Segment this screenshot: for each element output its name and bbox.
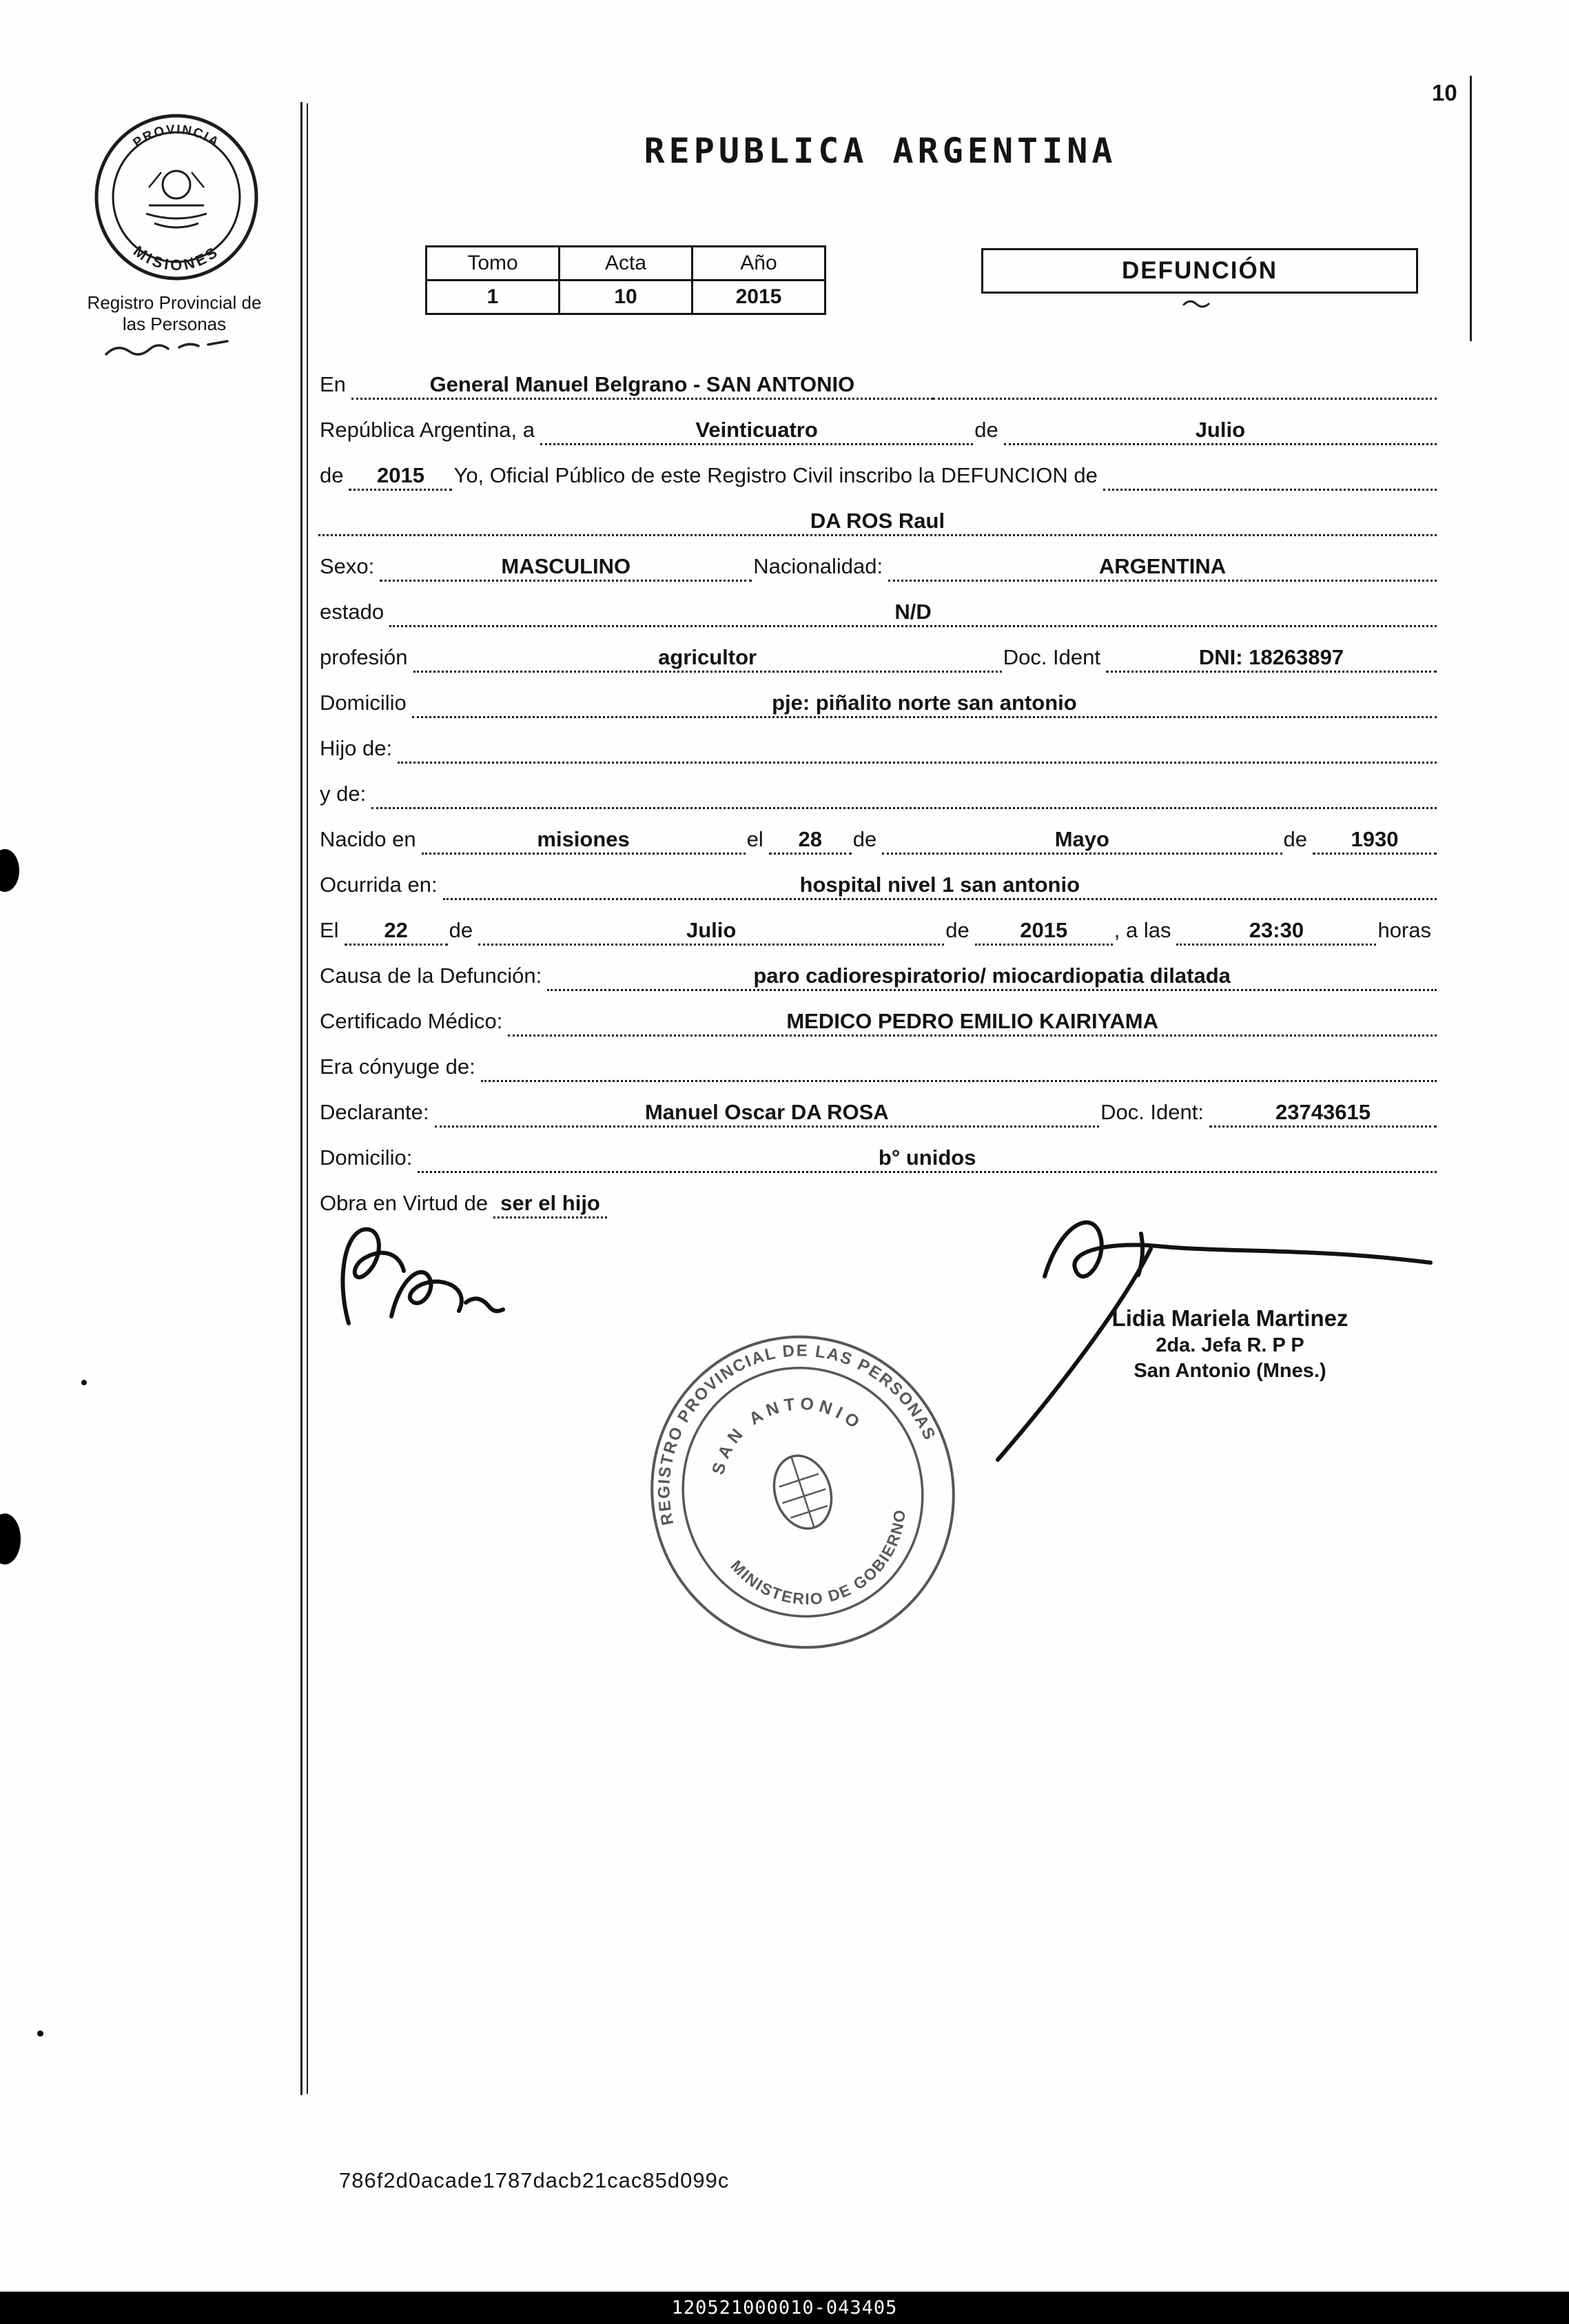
field-en xyxy=(318,374,1437,400)
record-table-value-ano: 2015 xyxy=(693,281,825,314)
field-value-year: 1930 xyxy=(1313,827,1437,855)
field-value-day: 28 xyxy=(769,827,852,855)
dotted-leader xyxy=(398,762,1437,764)
seal-arc-top-text: PROVINCIA xyxy=(130,122,223,151)
svg-text:MISIONES xyxy=(130,242,223,274)
scan-artifact xyxy=(0,1513,21,1564)
record-table-header-ano: Año xyxy=(693,247,825,281)
field-ocurrida xyxy=(318,875,1437,900)
field-sexo-nacionalidad xyxy=(318,556,1437,582)
field-label-de: de xyxy=(945,918,970,943)
field-value-year: 2015 xyxy=(349,463,452,491)
field-causa xyxy=(318,966,1437,991)
field-republica-fecha xyxy=(318,420,1437,445)
act-type-box: DEFUNCIÓN xyxy=(981,248,1418,294)
svg-text:PROVINCIA xyxy=(131,123,223,151)
seal-caption-line1: Registro Provincial de xyxy=(87,292,262,313)
field-fecha-defuncion xyxy=(318,920,1437,946)
field-value-dni: DNI: 18263897 xyxy=(1106,645,1437,673)
record-table-value-tomo: 1 xyxy=(427,281,560,314)
field-value-place: misiones xyxy=(422,827,746,855)
field-value-day: 22 xyxy=(345,918,448,946)
field-label: Ocurrida en: xyxy=(320,873,438,897)
seal-arc-bottom-text: MISIONES xyxy=(130,242,223,274)
field-label: Domicilio: xyxy=(320,1145,413,1170)
record-table-header-row xyxy=(427,247,825,281)
field-label: Era cónyuge de: xyxy=(320,1054,475,1079)
round-stamp xyxy=(641,1327,965,1658)
field-domicilio-declarante xyxy=(318,1145,1437,1173)
field-value-name: DA ROS Raul xyxy=(318,509,1437,536)
page-number: 10 xyxy=(1432,80,1457,105)
field-label: En xyxy=(320,372,346,397)
field-value: MEDICO PEDRO EMILIO KAIRIYAMA xyxy=(508,1009,1437,1037)
field-label: Sexo: xyxy=(320,554,375,579)
field-label2: Nacionalidad: xyxy=(753,554,883,579)
footer-code: 120521000010-043405 xyxy=(671,2297,898,2318)
field-y-de xyxy=(318,784,1437,809)
field-label: Nacido en xyxy=(320,827,416,852)
field-value: paro cadiorespiratorio/ miocardiopatia dilatada xyxy=(547,964,1437,991)
field-conyuge xyxy=(318,1054,1437,1082)
field-inscripcion xyxy=(318,465,1437,491)
field-value-month: Mayo xyxy=(882,827,1282,855)
stray-mark xyxy=(1182,298,1213,309)
svg-text:REGISTRO PROVINCIAL DE LAS PER xyxy=(641,1327,940,1529)
field-label: Hijo de: xyxy=(320,736,393,761)
field-value-month: Julio xyxy=(478,918,944,946)
field-label-de: de xyxy=(974,418,998,442)
field-profesion-docident xyxy=(318,647,1437,673)
field-label: Obra en Virtud de xyxy=(320,1191,489,1216)
record-table-header-tomo: Tomo xyxy=(427,247,560,281)
ink-squiggle xyxy=(102,335,240,365)
record-table xyxy=(425,245,826,315)
field-estado xyxy=(318,602,1437,627)
field-label-de: de xyxy=(449,918,473,943)
field-label: Certificado Médico: xyxy=(320,1009,503,1034)
official-role: 2da. Jefa R. P P xyxy=(1156,1334,1304,1357)
field-value: ser el hijo xyxy=(493,1191,607,1219)
document-title: REPUBLICA ARGENTINA xyxy=(644,131,1117,171)
declarant-signature xyxy=(324,1213,531,1337)
scan-artifact xyxy=(0,849,19,892)
field-value-nacionalidad: ARGENTINA xyxy=(888,554,1437,582)
field-value-time: 23:30 xyxy=(1176,918,1376,946)
field-label: República Argentina, a xyxy=(320,418,535,442)
scan-artifact-dot xyxy=(37,2030,43,2037)
field-label-de: de xyxy=(1283,827,1307,852)
field-declarante xyxy=(318,1102,1437,1128)
dotted-leader xyxy=(933,398,1437,400)
document-hash-code: 786f2d0acade1787dacb21cac85d099c xyxy=(339,2168,730,2192)
provincial-seal xyxy=(88,109,265,288)
field-label-el: el xyxy=(746,827,763,852)
seal-caption xyxy=(61,292,288,335)
field-label-el: El xyxy=(320,918,339,943)
field-value-year: 2015 xyxy=(975,918,1113,946)
record-table-value-row xyxy=(427,281,825,314)
field-value: pje: piñalito norte san antonio xyxy=(412,691,1437,718)
field-label: Domicilio xyxy=(320,691,407,715)
field-label2: Doc. Ident xyxy=(1003,645,1100,670)
field-value-docident: 23743615 xyxy=(1209,1100,1437,1128)
field-domicilio xyxy=(318,693,1437,718)
field-value: N/D xyxy=(389,600,1437,627)
field-label-alas: , a las xyxy=(1114,918,1171,943)
record-table-header-acta: Acta xyxy=(560,247,693,281)
field-value-month: Julio xyxy=(1004,418,1437,445)
field-value: b° unidos xyxy=(418,1145,1437,1173)
field-nacido xyxy=(318,829,1437,855)
stamp-outer-text: REGISTRO PROVINCIAL DE LAS PERSONAS xyxy=(655,1341,940,1527)
field-value-sexo: MASCULINO xyxy=(380,554,752,582)
official-block xyxy=(1075,1304,1385,1384)
official-location: San Antonio (Mnes.) xyxy=(1134,1360,1326,1383)
field-label: Causa de la Defunción: xyxy=(320,964,542,988)
field-label-de: de xyxy=(320,463,344,488)
left-border-line-outer xyxy=(300,102,302,2095)
field-value: General Manuel Belgrano - SAN ANTONIO xyxy=(351,372,933,400)
field-label-horas: horas xyxy=(1377,918,1431,943)
dotted-leader xyxy=(481,1080,1437,1082)
stamp-inner-top-text: SAN ANTONIO xyxy=(708,1394,868,1477)
field-value-day: Veinticuatro xyxy=(540,418,973,445)
field-value: hospital nivel 1 san antonio xyxy=(443,873,1437,900)
field-label: Declarante: xyxy=(320,1100,429,1125)
official-name: Lidia Mariela Martinez xyxy=(1111,1305,1348,1331)
dotted-leader xyxy=(371,807,1437,809)
scan-artifact-dot xyxy=(81,1380,87,1385)
field-label: profesión xyxy=(320,645,408,670)
dotted-leader xyxy=(1103,489,1437,491)
right-border-line xyxy=(1470,76,1472,341)
record-table-value-acta: 10 xyxy=(560,281,693,314)
field-label: y de: xyxy=(320,782,367,806)
seal-caption-line2: las Personas xyxy=(122,314,227,335)
field-static-text: Yo, Oficial Público de este Registro Civil inscribo la DEFUNCION de xyxy=(453,463,1098,488)
field-value-profesion: agricultor xyxy=(413,645,1002,673)
field-value-name: Manuel Oscar DA ROSA xyxy=(435,1100,1100,1128)
field-certificado xyxy=(318,1011,1437,1037)
field-hijo-de xyxy=(318,738,1437,764)
field-label-de: de xyxy=(852,827,877,852)
footer-code-bar xyxy=(0,2292,1569,2324)
certificate-form xyxy=(318,374,1437,1239)
field-label2: Doc. Ident: xyxy=(1100,1100,1204,1125)
field-deceased-name xyxy=(318,511,1437,536)
field-label: estado xyxy=(320,600,384,624)
stamp-inner-bottom-text: MINISTERIO DE GOBIERNO xyxy=(727,1507,910,1609)
left-border-line-inner xyxy=(307,103,308,2094)
